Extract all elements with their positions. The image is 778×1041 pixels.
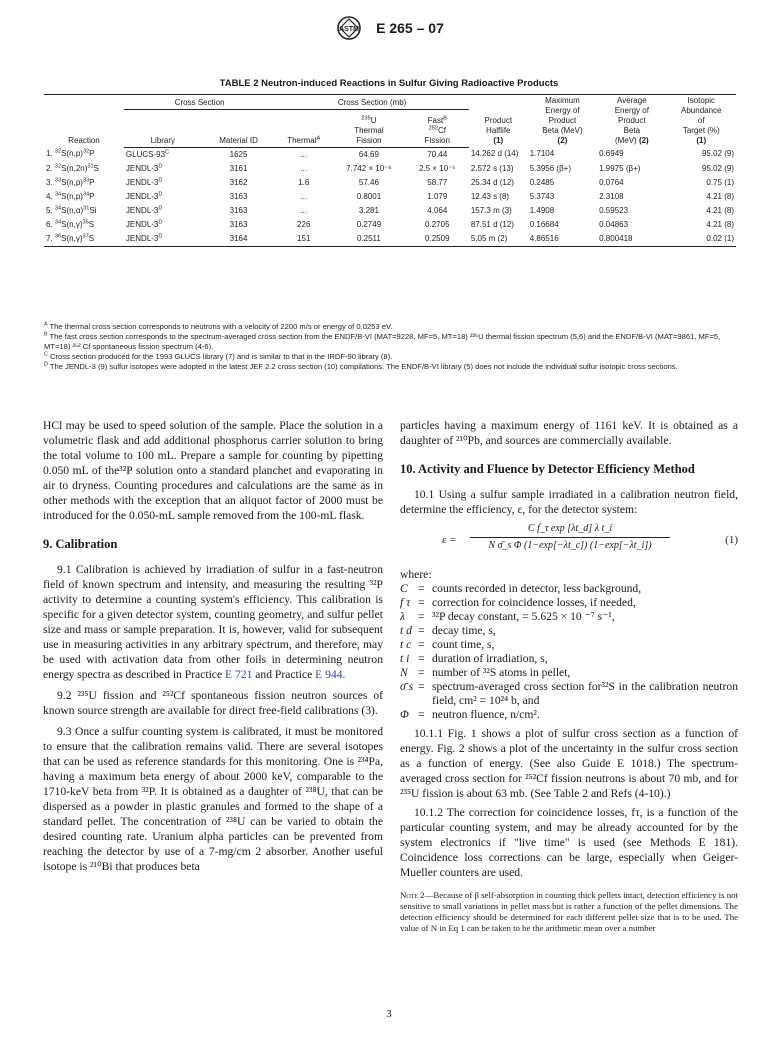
paragraph-10-1-1: 10.1.1 Fig. 1 shows a plot of sulfur cross section as a function of energy. Fig. 2 shows a plot of the uncertainty in the sulfur cross section as a function of energy. (See also Guide E 1018.) The spectrum-averaged cross section for ²⁵²Cf fission neutrons is about 70 mb, and for ²³⁵U fission is about 63 mb. (See Table 2 and Refs (4-10).) — [400, 727, 738, 800]
col-library: Library — [124, 109, 202, 147]
col-max-energy: Maximum Energy of Product Beta (MeV) (2) — [528, 95, 597, 148]
reaction-cell: 4. $^{34}S(n,p)^{34}P$ — [46, 190, 95, 201]
reaction-cell: 1. $^{32}S(n,p)^{32}P$ — [46, 148, 95, 158]
definition-item: σ̄ s = spectrum-averaged cross section for³²S in the calibration neutron field, cm² = 10²⁴ b, and — [400, 680, 738, 707]
halflife-cell: 157.3 m (3) — [470, 205, 512, 215]
u235-cell: 57.46 — [358, 177, 379, 187]
where-label: where: — [400, 568, 432, 581]
section-9-heading: 9. Calibration — [43, 537, 118, 551]
col-material-id: Material ID — [202, 109, 276, 147]
abundance-cell: 0.02 (1) — [667, 232, 736, 247]
definition-item: Φ = neutron fluence, n/cm². — [400, 708, 540, 721]
library-cell: GLUCS-$93^C$ — [125, 148, 170, 159]
eavg-cell: 0.04863 — [599, 219, 629, 229]
equation-number: (1) — [725, 534, 738, 546]
halflife-cell: 87.51 d (12) — [470, 219, 514, 229]
material-cell: 3163 — [229, 191, 248, 201]
library-cell: JENDL-$3^D$ — [125, 218, 163, 229]
paragraph-intro-right: particles having a maximum energy of 1161 keV. It is obtained as a daughter of ²¹⁰Pb, and sources are commercially available. — [400, 419, 738, 447]
thermal-cell: 226 — [297, 219, 311, 229]
halflife-cell: 25.34 d (12) — [470, 177, 514, 187]
abundance-cell: 4.21 (8) — [706, 219, 734, 229]
abundance-cell: 95.02 (9) — [701, 149, 734, 158]
col-abundance: Isotopic Abundance of Target (%) (1) — [667, 95, 736, 148]
definition-item: f τ = correction for coincidence losses, if needed, — [400, 596, 636, 609]
emax-cell: 5.3956 (β+) — [529, 163, 572, 173]
eavg-cell: 1.9975 (β+) — [599, 163, 641, 173]
thermal-cell: ... — [300, 149, 308, 159]
col-avg-energy: Average Energy of Product Beta (MeV) (2) — [597, 95, 666, 148]
table-row — [44, 204, 736, 218]
eavg-cell: 0.59523 — [599, 205, 629, 215]
library-cell: JENDL-$3^D$ — [125, 190, 163, 201]
left-column — [43, 418, 383, 874]
paragraph-9-1: 9.1 Calibration is achieved by irradiation of sulfur in a fast-neutron field of known spectrum and intensity, and measuring the resulting ³²P activity to determine a counting system's efficiency. This calibration is specific for a given detector system, counting geometry, and sulfur pellet size and mass or sample preparation. It is, however, valid for subsequent use in measuring activities in any arbitrary spectrum, and therefore, may be used with activation data from other foils in determining neutron energy spectra as described in Practice E 721 and Practice E 944. — [43, 563, 383, 681]
library-cell: JENDL-$3^D$ — [124, 232, 202, 247]
paragraph-10-1-2: 10.1.2 The correction for coincidence losses, fτ, is a function of the particular counting system, and may be already accounted for by the system electronics if "live time" is used (see Methods E 181). Coincidence loss corrections can be large, especially when Geiger-Mueller counters are used. — [400, 806, 738, 879]
cf252-cell: 58.77 — [427, 177, 448, 187]
paragraph-intro: HCl may be used to speed solution of the sample. Place the solution in a volumetric flask and add additional phosphorus carrier solution to bring the total volume to 100 mL. Prepare a sample for counting by pipetting 0.050 mL of the³²P solution onto a standard planchet and evaporating in air to dryness. Counting procedures and calculations are the same as in other methods with the exception that an aliquot factor of 2000 must be introduced for the 0.050-mL sample removed from the 100-mL flask. — [43, 419, 383, 522]
material-cell: 3163 — [229, 205, 248, 215]
emax-cell: 5.3743 — [529, 191, 555, 201]
library-cell: JENDL-$3^D$ — [125, 162, 163, 173]
halflife-cell: 5.05 m (2) — [469, 232, 528, 247]
halflife-cell: 14.262 d (14) — [470, 149, 519, 158]
thermal-cell: ... — [300, 191, 308, 201]
reaction-cell: 6. $^{34}S(n,\gamma)^{35}S$ — [46, 218, 95, 229]
definition-item: N = number of ³²S atoms in pellet, — [400, 666, 571, 679]
abundance-cell: 0.75 (1) — [706, 177, 734, 187]
footnote-c: $^C$ Cross section produced for the 1993 GLUCS library (7) and is similar to that in the IRDF-90 library (8). — [44, 351, 393, 361]
eavg-cell: 0.800418 — [597, 232, 666, 247]
standard-designation: E 265 – 07 — [376, 20, 444, 36]
equation-fraction — [470, 521, 670, 553]
reactions-table — [44, 94, 736, 247]
table-title: TABLE 2 Neutron-induced Reactions in Sulfur Giving Radioactive Products — [219, 78, 559, 89]
col-reaction: Reaction — [44, 95, 124, 148]
paragraph-10-1: 10.1 Using a sulfur sample irradiated in a calibration neutron field, determine the efficiency, ε, for the detector system: — [400, 488, 738, 516]
equation-denominator: N σ̄_s Φ (1−exp[−λt_c]) (1−exp[−λt_i]) — [488, 540, 652, 551]
footnote-d: $^D$ The JENDL-3 (9) sulfur isotopes were adopted in the latest JEF 2.2 cross section (10) compilations. The ENDF/B-VI library (5) does not include the individual sulfur isotopic cross sections. — [44, 361, 678, 371]
link-e721[interactable]: E 721 — [225, 668, 253, 681]
cf252-cell: 0.2509 — [406, 232, 469, 247]
col-group-cross-section-mb: Cross Section (mb) — [275, 95, 468, 110]
table-row — [44, 232, 736, 247]
material-cell: 1625 — [229, 149, 248, 159]
cf252-cell: 1.079 — [427, 191, 448, 201]
library-cell: JENDL-$3^D$ — [125, 176, 163, 187]
col-group-cross-section: Cross Section — [124, 95, 275, 110]
thermal-cell: ... — [300, 163, 308, 173]
reaction-cell: 5. $^{34}S(n,\alpha)^{31}Si$ — [46, 204, 97, 215]
cf252-cell: 0.2705 — [425, 219, 450, 229]
eavg-cell: 0.0764 — [599, 177, 624, 187]
note-2: Note 2—Because of β self-absorption in counting thick pellets intact, detection efficiency is not sensitive to small variations in pellet mass but is rather a function of the pellet dimensions. The detection efficiency should be determined for each different pellet size that is to be used. The value of N in Eq 1 can be taken to be the arithmetic mean over a number — [400, 890, 738, 933]
halflife-cell: 2.572 s (13) — [470, 163, 514, 173]
document-header — [0, 16, 778, 40]
eavg-cell: 2.3108 — [599, 191, 624, 201]
thermal-cell: ... — [300, 205, 308, 215]
table-row — [44, 190, 736, 204]
footnote-b: $^B$ The fast cross section corresponds to the spectrum-averaged cross section from the ENDF/B-VI (MAT=9228, MF=5, MT=18) ²³⁵U thermal fission spectrum (5,6) and the ENDF/B-VI (MAT=9861, MF=5, MT=18) ²⁵² Cf spontaneous fission spectrum (4-6). — [44, 331, 721, 351]
material-cell: 3164 — [202, 232, 276, 247]
reaction-cell: 7. $^{36}S(n,\gamma)^{37}S$ — [44, 232, 124, 247]
thermal-cell: 1.6 — [298, 177, 310, 187]
footnote-a: $^A$ The thermal cross section corresponds to neutrons with a velocity of 2200 m/s or energy of 0.0253 eV. — [44, 321, 393, 331]
u235-cell: 64.69 — [358, 149, 379, 159]
equation-lhs: ε = — [442, 534, 457, 546]
emax-cell: 1.4908 — [529, 205, 555, 215]
paragraph-9-2: 9.2 ²³⁵U fission and ²⁵²Cf spontaneous fission neutron sources of known source strength are available for direct free-field calibrations (3). — [43, 689, 383, 717]
right-column — [400, 418, 738, 934]
abundance-cell: 4.21 (8) — [706, 205, 734, 215]
paragraph-9-3: 9.3 Once a sulfur counting system is calibrated, it must be monitored to ensure that the calibration remains valid. There are several isotopes that can be used as reference standards for this monitoring. One is ²³⁴Pa, having a maximum beta energy of about 2000 keV, comparable to the 1710-keV beta from ³²P. It is obtained as a daughter of ²³⁸U, that can be dispersed as a powder in plastic granules and formed to the shape of a standard pellet. The concentration of ²³⁸U can be varied to obtain the desired counting rate. Uranium alpha particles can be prevented from reaching the detector by use of a 7-mg/cm 2 absorber. Another useful isotope is ²¹⁰Bi that produces beta — [43, 725, 383, 873]
definition-item: t i = duration of irradiation, s, — [400, 652, 548, 665]
cf252-cell: 2.5 × 10⁻⁵ — [418, 163, 456, 173]
emax-cell: 0.2485 — [529, 177, 555, 187]
definition-item: λ = ³²P decay constant, = 5.625 × 10 ⁻⁷ s⁻¹, — [400, 610, 615, 623]
u235-cell: 0.2749 — [356, 219, 382, 229]
cf252-cell: 70.44 — [427, 149, 448, 159]
library-cell: JENDL-$3^D$ — [125, 204, 163, 215]
definition-item: t d = decay time, s, — [400, 624, 496, 637]
cf252-cell: 4.064 — [427, 205, 448, 215]
table-row — [44, 147, 736, 162]
col-halflife: Product Halflife (1) — [469, 95, 528, 148]
emax-cell: 0.16684 — [529, 219, 559, 229]
emax-cell: 4.86516 — [528, 232, 597, 247]
material-cell: 3162 — [229, 177, 248, 187]
definition-item: t c = count time, s, — [400, 638, 495, 651]
section-10-heading: 10. Activity and Fluence by Detector Efficiency Method — [400, 462, 695, 476]
table-row — [44, 162, 736, 176]
col-thermal: Thermal$^A$ — [275, 109, 332, 147]
emax-cell: 1.7104 — [529, 149, 555, 158]
definitions-list — [400, 582, 738, 722]
link-e944[interactable]: E 944 — [315, 668, 343, 681]
u235-cell: 3.281 — [358, 205, 379, 215]
halflife-cell: 12.43 s (8) — [470, 191, 510, 201]
abundance-cell: 95.02 (9) — [701, 163, 734, 173]
table-footnotes — [44, 322, 736, 372]
abundance-cell: 4.21 (8) — [706, 191, 734, 201]
u235-cell: 0.2511 — [332, 232, 406, 247]
eavg-cell: 0.6949 — [599, 149, 624, 158]
material-cell: 3163 — [229, 219, 248, 229]
u235-cell: 7.742 × 10⁻⁶ — [346, 163, 392, 173]
equation-1 — [400, 521, 738, 559]
material-cell: 3161 — [229, 163, 248, 173]
u235-cell: 0.8001 — [356, 191, 382, 201]
thermal-cell: 151 — [275, 232, 332, 247]
reaction-cell: 3. $^{33}S(n,p)^{33}P$ — [46, 176, 95, 187]
equation-numerator: C f_τ exp [λt_d] λ t_i — [470, 521, 670, 538]
col-cf252-fast: Fast$^B$ $^{252}$Cf Fission — [406, 109, 469, 147]
astm-logo-icon — [334, 16, 364, 40]
page-number: 3 — [386, 1008, 392, 1020]
table-row — [44, 218, 736, 232]
definition-item: C = counts recorded in detector, less background, — [400, 582, 642, 595]
svg-text:ASTM: ASTM — [339, 26, 360, 33]
reaction-cell: 2. $^{32}S(n,2n)^{31}S$ — [46, 162, 99, 173]
table-row — [44, 176, 736, 190]
col-u235-thermal: $^{235}$U Thermal Fission — [332, 109, 406, 147]
